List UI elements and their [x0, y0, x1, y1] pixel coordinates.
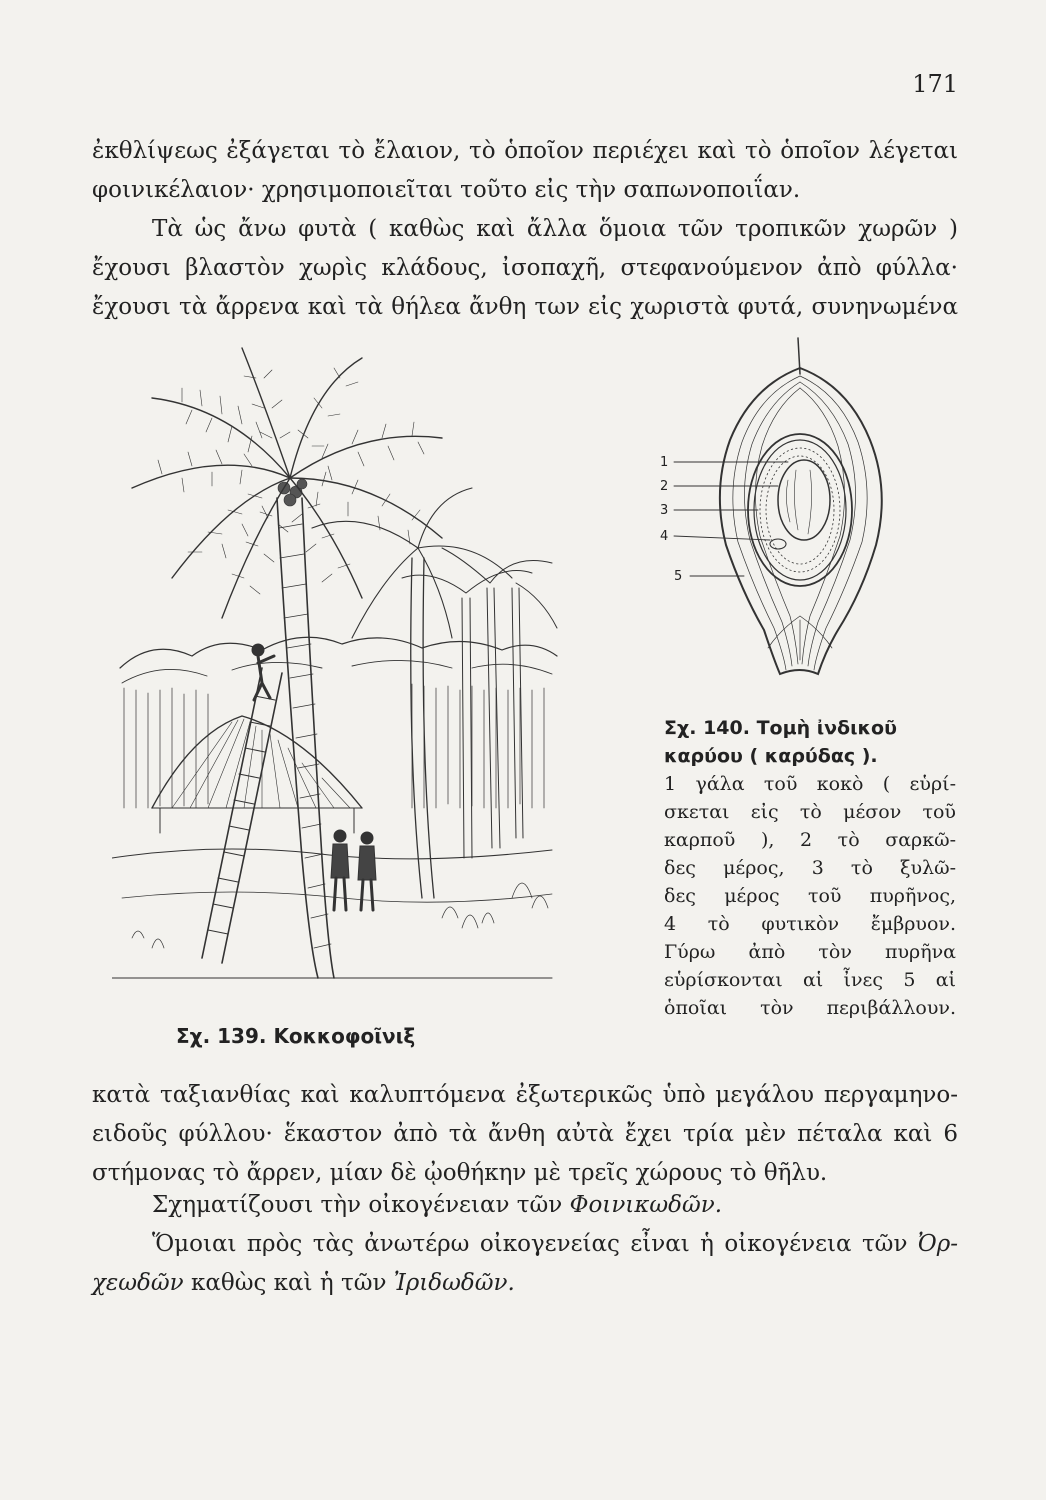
- text-line: [92, 1225, 958, 1264]
- page-number: 171: [912, 70, 958, 98]
- caption-line: δες μέρος τοῦ πυρῆνος,: [664, 885, 956, 907]
- figure-140-title-line1: Τομὴ ἰνδικοῦ: [756, 717, 897, 739]
- figure-140-title-line2: καρύου ( καρύδας ).: [664, 745, 878, 767]
- family-name-orchidaceae-start: Ὀρ-: [917, 1231, 958, 1257]
- caption-line: 4 τὸ φυτικὸν ἔμβρυον.: [664, 913, 956, 935]
- paragraph-4-text: Σχηματίζουσι τὴν οἰκογένειαν τῶν: [152, 1192, 563, 1218]
- caption-line: 1 γάλα τοῦ κοκὸ ( εὑρί-: [664, 773, 956, 795]
- paragraph-5: [92, 1225, 958, 1303]
- caption-line: Γύρω ἀπὸ τὸν πυρῆνα: [664, 941, 956, 963]
- caption-line: σκεται εἰς τὸ μέσον τοῦ: [664, 801, 956, 823]
- part-label-4: 4: [660, 529, 669, 544]
- text-line: Τὰ ὡς ἄνω φυτὰ ( καθὼς καὶ ἄλλα ὅμοια τῶν τροπικῶν χωρῶν ): [152, 216, 958, 242]
- text-line: ἔχουσι τὰ ἄρρενα καὶ τὰ θήλεα ἄνθη των εἰς χωριστὰ φυτά, συνηνωμένα: [92, 294, 958, 320]
- text-line: ἔχουσι βλαστὸν χωρὶς κλάδους, ἰσοπαχῆ, στεφανούμενον ἀπὸ φύλλα·: [92, 255, 958, 281]
- figure-139-caption: [176, 1024, 415, 1048]
- text-line: κατὰ ταξιανθίας καὶ καλυπτόμενα ἐξωτερικῶς ὑπὸ μεγάλου περγαμηνο-: [92, 1082, 958, 1108]
- figure-140-number: Σχ. 140.: [664, 717, 750, 739]
- paragraph-5-text: Ὅμοιαι πρὸς τὰς ἀνωτέρω οἰκογενείας εἶναι ἡ οἰκογένεια τῶν: [152, 1231, 908, 1257]
- part-label-3: 3: [660, 503, 669, 518]
- family-name-iridaceae: Ἰριδωδῶν.: [393, 1270, 515, 1296]
- part-label-2: 2: [660, 479, 669, 494]
- figure-139-number: Σχ. 139.: [176, 1024, 267, 1048]
- text-line: φοινικέλαιον· χρησιμοποιεῖται τοῦτο εἰς τὴν σαπωνοποιΐαν.: [92, 177, 801, 203]
- figure-140-title: [664, 714, 956, 742]
- caption-line: ὁποῖαι τὸν περιβάλλουν.: [664, 997, 956, 1019]
- part-label-5: 5: [674, 569, 683, 584]
- caption-line: δες μέρος, 3 τὸ ξυλῶ-: [664, 857, 956, 879]
- text-line: στήμονας τὸ ἄρρεν, μίαν δὲ ᾠοθήκην μὲ τρεῖς χώρους τὸ θῆλυ.: [92, 1160, 828, 1186]
- family-name-orchidaceae-end: χεωδῶν: [92, 1270, 184, 1296]
- part-label-1: 1: [660, 455, 669, 470]
- paragraph-2: [92, 210, 958, 327]
- text-line: [92, 1186, 958, 1225]
- paragraph-3: [92, 1076, 958, 1193]
- figure-139-title: Κοκκοφοῖνιξ: [273, 1024, 416, 1048]
- family-name-phoenicaceae: Φοινικωδῶν.: [569, 1192, 723, 1218]
- caption-line: καρποῦ ), 2 τὸ σαρκῶ-: [664, 829, 956, 851]
- caption-line: εὑρίσκονται αἱ ἶνες 5 αἱ: [664, 969, 956, 991]
- text-line: [92, 1264, 958, 1303]
- paragraph-4: [92, 1186, 958, 1225]
- paragraph-5-text-2: καθὼς καὶ ἡ τῶν: [190, 1270, 387, 1296]
- paragraph-1: [92, 132, 958, 210]
- text-line: ειδοῦς φύλλου· ἕκαστον ἀπὸ τὰ ἄνθη αὐτὰ ἔχει τρία μὲν πέταλα καὶ 6: [92, 1121, 958, 1147]
- coconut-palm-illustration: [112, 338, 562, 998]
- figure-140-caption: [664, 714, 956, 1022]
- coconut-cross-section-diagram: [650, 330, 950, 700]
- text-line: ἐκθλίψεως ἐξάγεται τὸ ἔλαιον, τὸ ὁποῖον περιέχει καὶ τὸ ὁποῖον λέγεται: [92, 138, 958, 164]
